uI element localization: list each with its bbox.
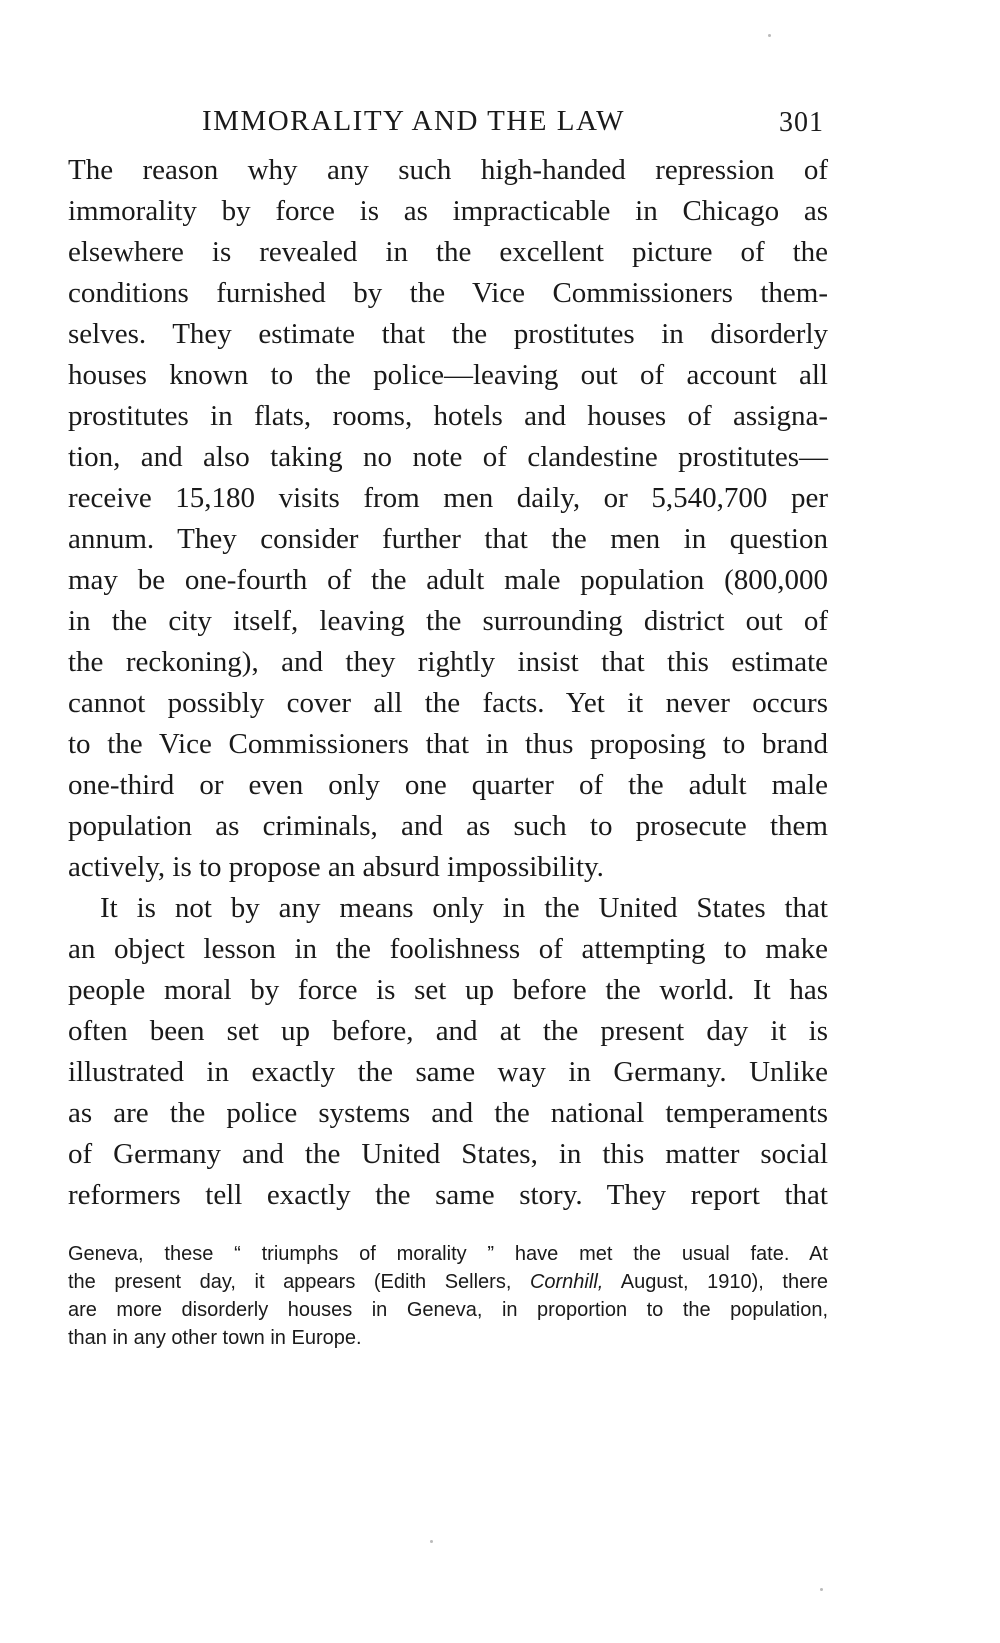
text-line: elsewhere is revealed in the excellent picture of the [68, 236, 828, 268]
text-line: one-third or even only one quarter of the adult male [68, 769, 828, 801]
text-line: selves. They estimate that the prostitutes in disorderly [68, 318, 828, 350]
text-line: It is not by any means only in the United States that [100, 892, 828, 924]
text-line: prostitutes in flats, rooms, hotels and houses of assigna- [68, 400, 828, 432]
running-title: IMMORALITY AND THE LAW [202, 105, 625, 137]
text-line: of Germany and the United States, in this matter social [68, 1138, 828, 1170]
text-line: The reason why any such high-handed repression of [68, 154, 828, 186]
page-number: 301 [779, 107, 824, 138]
footnote-line: Geneva, these “ triumphs of morality ” have met the usual fate. At [68, 1243, 828, 1265]
paper-speck [430, 1540, 433, 1543]
text-line: often been set up before, and at the present day it is [68, 1015, 828, 1047]
footnote-line [68, 1268, 828, 1296]
paragraph-2 [68, 888, 828, 1216]
text-line: receive 15,180 visits from men daily, or 5,540,700 per [68, 482, 828, 514]
paper-speck [768, 34, 771, 37]
text-line: in the city itself, leaving the surrounding district out of [68, 605, 828, 637]
cited-journal: Cornhill, [529, 1271, 604, 1293]
footnote [68, 1240, 828, 1352]
footnote-text: the present day, it appears (Edith Sellers, [68, 1271, 530, 1293]
paper-speck [820, 1588, 823, 1591]
footnote-line: are more disorderly houses in Geneva, in proportion to the population, [68, 1299, 828, 1321]
text-line: conditions furnished by the Vice Commissioners them- [68, 277, 828, 309]
text-line: tion, and also taking no note of clandestine prostitutes— [68, 441, 828, 473]
text-line: may be one-fourth of the adult male population (800,000 [68, 564, 828, 596]
text-line: to the Vice Commissioners that in thus proposing to brand [68, 728, 828, 760]
text-line: annum. They consider further that the men in question [68, 523, 828, 555]
footnote-line: than in any other town in Europe. [68, 1327, 362, 1349]
book-page [68, 96, 828, 1352]
footnote-text: August, 1910), there [603, 1271, 829, 1293]
text-line: the reckoning), and they rightly insist that this estimate [68, 646, 828, 678]
text-line: reformers tell exactly the same story. They report that [68, 1179, 828, 1211]
text-line: illustrated in exactly the same way in Germany. Unlike [68, 1056, 828, 1088]
text-line: immorality by force is as impracticable in Chicago as [68, 195, 828, 227]
text-line: people moral by force is set up before the world. It has [68, 974, 828, 1006]
text-line: cannot possibly cover all the facts. Yet it never occurs [68, 687, 828, 719]
text-line: an object lesson in the foolishness of attempting to make [68, 933, 828, 965]
paragraph-1 [68, 150, 828, 888]
text-line: houses known to the police—leaving out of account all [68, 359, 828, 391]
text-line: population as criminals, and as such to prosecute them [68, 810, 828, 842]
text-line: actively, is to propose an absurd impossibility. [68, 851, 604, 883]
text-line: as are the police systems and the national temperaments [68, 1097, 828, 1129]
running-head [68, 96, 828, 150]
